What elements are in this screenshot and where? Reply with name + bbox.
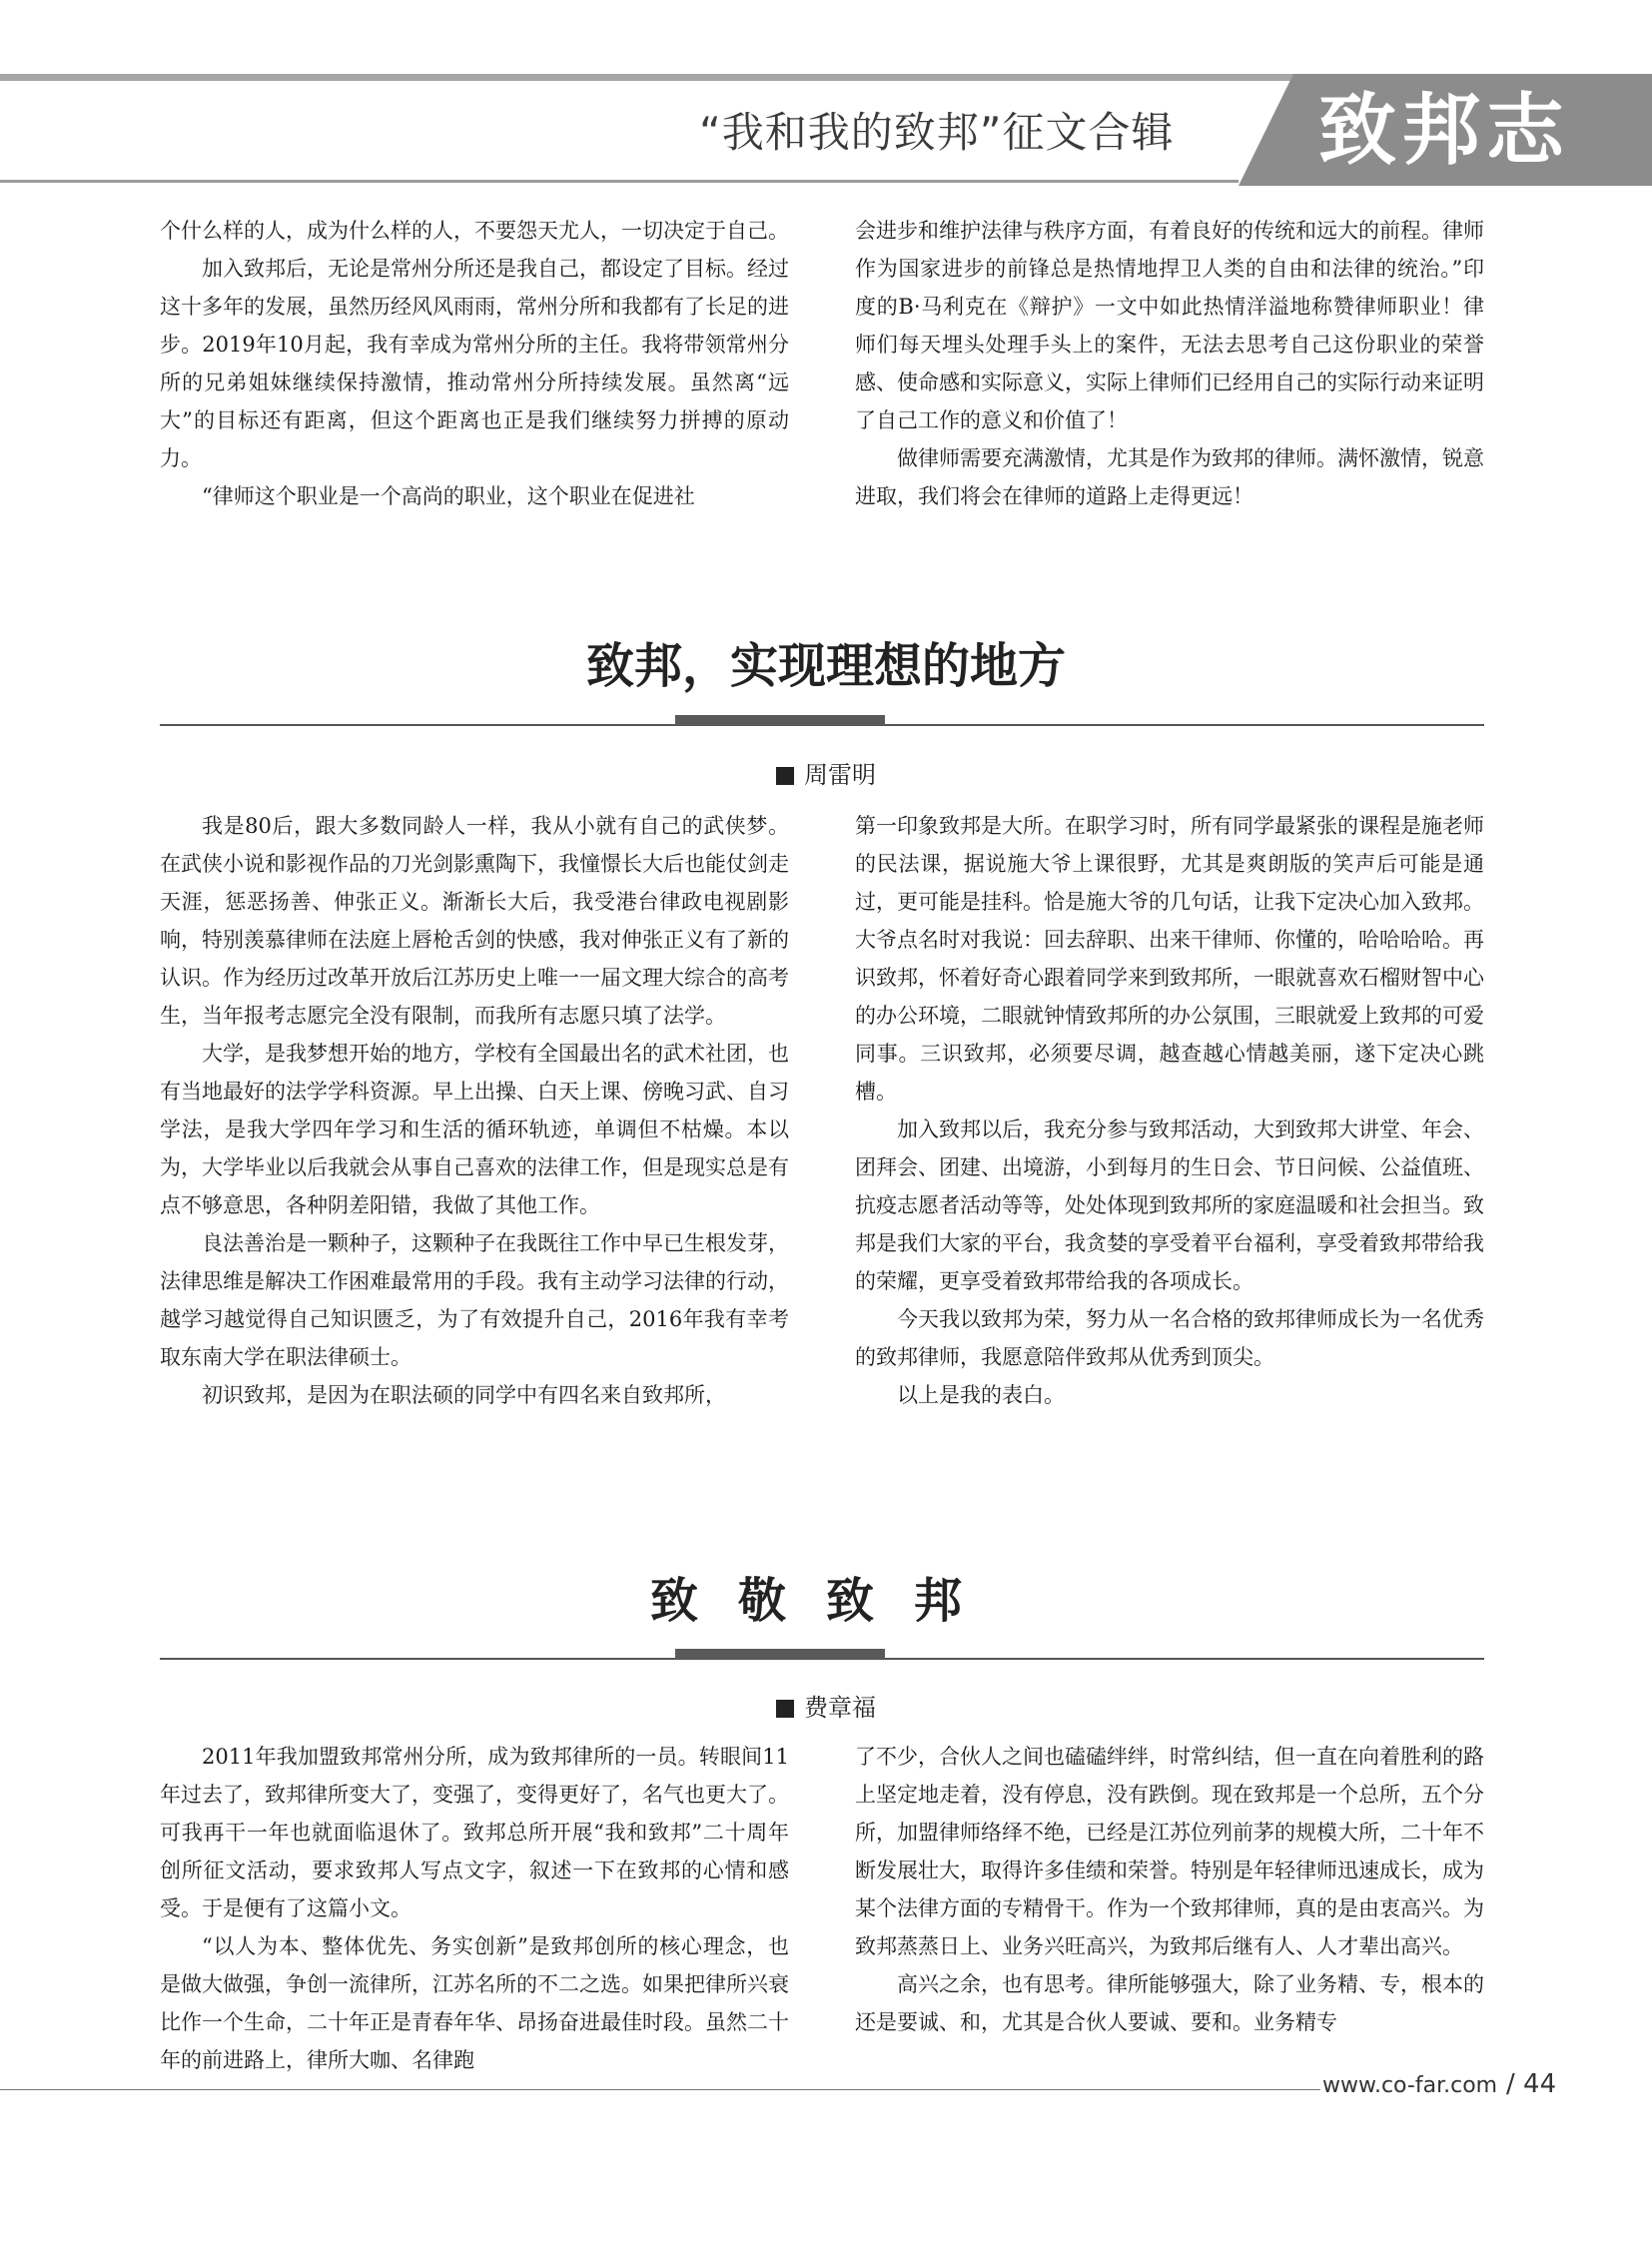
title-rule-accent [675,715,885,725]
article1-left-column [160,212,789,515]
footer-rule [0,2089,1320,2090]
square-bullet-icon [776,767,794,785]
page-number: / 44 [1506,2069,1557,2099]
paragraph: 大学，是我梦想开始的地方，学校有全国最出名的武术社团，也有当地最好的法学学科资源。早上出操、白天上课、傍晚习武、自习学法，是我大学四年学习和生活的循环轨迹，单调但不枯燥。本以为，大学毕业以后我就会从事自己喜欢的法律工作，但是现实总是有点不够意思，各种阴差阳错，我做了其他工作。 [160,1042,789,1217]
paragraph: 做律师需要充满激情，尤其是作为致邦的律师。满怀激情，锐意进取，我们将会在律师的道路上走得更远！ [855,446,1484,508]
paragraph: “律师这个职业是一个高尚的职业，这个职业在促进社 [202,484,695,508]
paragraph: “以人为本、整体优先、务实创新”是致邦创所的核心理念，也是做大做强，争创一流律所，江苏名所的不二之选。如果把律所兴衰比作一个生命，二十年正是青春年华、昂扬奋进最佳时段。虽然二十年的前进路上，律所大咖、名律跑 [160,1934,789,2072]
paragraph: 我是80后，跟大多数同龄人一样，我从小就有自己的武侠梦。在武侠小说和影视作品的刀光剑影熏陶下，我憧憬长大后也能仗剑走天涯，惩恶扬善、伸张正义。渐渐长大后，我受港台律政电视剧影响，特别羡慕律师在法庭上唇枪舌剑的快感，我对伸张正义有了新的认识。作为经历过改革开放后江苏历史上唯一一届文理大综合的高考生，当年报考志愿完全没有限制，而我所有志愿只填了法学。 [160,814,789,1028]
magazine-logo: 致邦志 [1318,85,1571,176]
paragraph: 高兴之余，也有思考。律所能够强大，除了业务精、专，根本的还是要诚、和，尤其是合伙人要诚、要和。业务精专 [855,1972,1484,2034]
footer-website: www.co-far.com [1322,2073,1498,2098]
author-name: 周雷明 [804,761,876,789]
paragraph: 以上是我的表白。 [897,1383,1065,1407]
article2-title: 致邦，实现理想的地方 [585,638,1066,694]
paragraph: 加入致邦以后，我充分参与致邦活动，大到致邦大讲堂、年会、团拜会、团建、出境游，小到每月的生日会、节日问候、公益值班、抗疫志愿者活动等等，处处体现到致邦所的家庭温暖和社会担当。致邦是我们大家的平台，我贪婪的享受着平台福利，享受着致邦带给我的荣耀，更享受着致邦带给我的各项成长。 [855,1118,1484,1293]
article1-right-column [855,212,1484,515]
paragraph: 2011年我加盟致邦常州分所，成为致邦律所的一员。转眼间11年过去了，致邦律所变大了，变强了，变得更好了，名气也更大了。可我再干一年也就面临退休了。致邦总所开展“我和致邦”二十周年创所征文活动，要求致邦人写点文字，叙述一下在致邦的心情和感受。于是便有了这篇小文。 [160,1745,789,1920]
article3-right-column [855,1738,1484,2041]
article2-byline [0,755,1652,790]
paragraph: 初识致邦，是因为在职法硕的同学中有四名来自致邦所， [202,1383,726,1407]
title-rule-accent [675,1649,885,1659]
section-header-title: “我和我的致邦”征文合辑 [699,108,1175,157]
author-name: 费章福 [804,1694,876,1722]
article3-left-column [160,1738,789,2079]
article2-left-column [160,807,789,1414]
header-underline [0,180,1239,183]
paragraph: 加入致邦后，无论是常州分所还是我自己，都设定了目标。经过这十多年的发展，虽然历经风风雨雨，常州分所和我都有了长足的进步。2019年10月起，我有幸成为常州分所的主任。我将带领常州分所的兄弟姐妹继续保持激情，推动常州分所持续发展。虽然离“远大”的目标还有距离，但这个距离也正是我们继续努力拼搏的原动力。 [160,257,789,470]
paragraph: 第一印象致邦是大所。在职学习时，所有同学最紧张的课程是施老师的民法课，据说施大爷上课很野，尤其是爽朗版的笑声后可能是通过，更可能是挂科。恰是施大爷的几句话，让我下定决心加入致邦。大爷点名时对我说：回去辞职、出来干律师、你懂的，哈哈哈哈。再识致邦，怀着好奇心跟着同学来到致邦所，一眼就喜欢石榴财智中心的办公环境，二眼就钟情致邦所的办公氛围，三眼就爱上致邦的可爱同事。三识致邦，必须要尽调，越查越心情越美丽，遂下定决心跳槽。 [855,814,1484,1104]
header-top-bar [0,74,1298,81]
paragraph: 今天我以致邦为荣，努力从一名合格的致邦律师成长为一名优秀的致邦律师，我愿意陪伴致邦从优秀到顶尖。 [855,1307,1484,1369]
paragraph: 会进步和维护法律与秩序方面，有着良好的传统和远大的前程。律师作为国家进步的前锋总是热情地捍卫人类的自由和法律的统治。”印度的B·马利克在《辩护》一文中如此热情洋溢地称赞律师职业！律师们每天埋头处理手头上的案件，无法去思考自己这份职业的荣誉感、使命感和实际意义，实际上律师们已经用自己的实际行动来证明了自己工作的意义和价值了！ [855,219,1484,432]
paragraph: 个什么样的人，成为什么样的人，不要怨天尤人，一切决定于自己。 [160,219,789,243]
square-bullet-icon [776,1700,794,1718]
article3-byline [0,1688,1652,1723]
article2-right-column [855,807,1484,1414]
article3-title: 致敬致邦 [649,1573,1002,1629]
paragraph: 良法善治是一颗种子，这颗种子在我既往工作中早已生根发芽，法律思维是解决工作困难最常用的手段。我有主动学习法律的行动，越学习越觉得自己知识匮乏，为了有效提升自己，2016年我有幸考取东南大学在职法律硕士。 [160,1231,789,1369]
paragraph: 了不少，合伙人之间也磕磕绊绊，时常纠结，但一直在向着胜利的路上坚定地走着，没有停息，没有跌倒。现在致邦是一个总所，五个分所，加盟律师络绎不绝，已经是江苏位列前茅的规模大所，二十年不断发展壮大，取得许多佳绩和荣誉。特别是年轻律师迅速成长，成为某个法律方面的专精骨干。作为一个致邦律师，真的是由衷高兴。为致邦蒸蒸日上、业务兴旺高兴，为致邦后继有人、人才辈出高兴。 [855,1745,1484,1958]
